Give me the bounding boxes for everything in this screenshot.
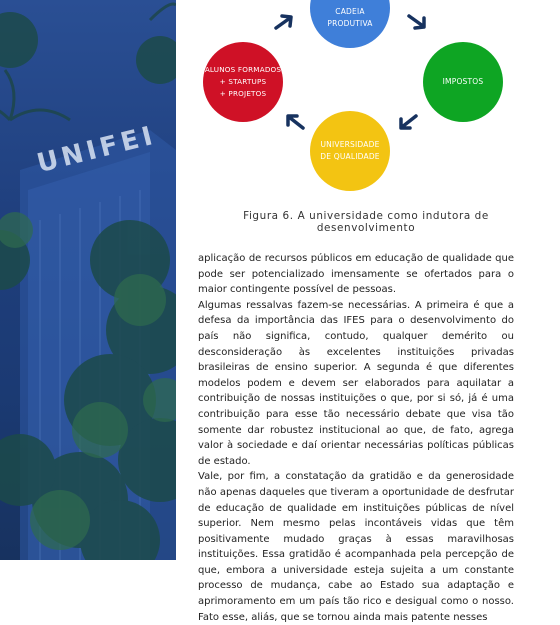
arrow-alunos-to-cadeia-icon — [272, 12, 296, 32]
node-alunos-formados — [203, 42, 283, 122]
node-cadeia-produtiva — [310, 0, 390, 48]
paragraph: Algumas ressalvas fazem-se necessárias. A primeira é que a defesa da importância das IFES para o desenvolvimento do país não significa, contudo, qualquer demérito ou desconsideração às excelentes instituições privadas brasileiras de ensino superior. A segunda é que diferentes modelos podem e devem ser elaborados para aquilatar a contribuição de nossas instituições o que, por si só, já é uma contribuição para esse tão necessário debate que visa tão somente dar robustez institucional ao que, de fato, agrega valor à sociedade e daí orientar necessárias políticas públicas de estado. — [198, 299, 514, 467]
campus-sign: UNIFEI — [34, 120, 160, 180]
paragraph: Vale, por fim, a constatação da gratidão e da generosidade não apenas daqueles que tiveram a oportunidade de desfrutar de educação de qualidade em instituições públicas de nível superior. Nem mesmo pelas incontáveis vidas que têm positivamente mudado graças à essas maravilhosas instituições. Essa gratidão é acompanhada pela percepção de que, embora a universidade esteja sujeita a um constante processo de mudança, cabe ao Estado sua adaptação e aprimoramento em um país tão rico e desigual como o nosso. Fato esse, aliás, que se tornou ainda mais patente nesses — [198, 471, 514, 623]
figure-caption: Figura 6. A universidade como indutora de desenvolvimento — [243, 210, 489, 234]
node-cadeia-label: CADEIA PRODUTIVA — [327, 7, 373, 28]
node-universidade-label: UNIVERSIDADE DE QUALIDADE — [320, 140, 380, 161]
arrow-impostos-to-universidade-icon — [396, 112, 420, 132]
campus-photo — [0, 0, 176, 560]
arrow-universidade-to-alunos-icon — [283, 112, 307, 132]
node-universidade — [310, 111, 390, 191]
node-impostos — [423, 42, 503, 122]
node-impostos-label: IMPOSTOS — [442, 77, 484, 86]
campus-illustration — [0, 0, 176, 560]
paragraph: aplicação de recursos públicos em educação de qualidade que pode ser potencializado imensamente se ofertados para o maior contingente possível de pessoas. — [198, 253, 514, 296]
node-alunos-label: ALUNOS FORMADOS + STARTUPS + PROJETOS — [204, 65, 282, 98]
arrow-cadeia-to-impostos-icon — [405, 12, 429, 32]
body-text — [198, 251, 514, 625]
